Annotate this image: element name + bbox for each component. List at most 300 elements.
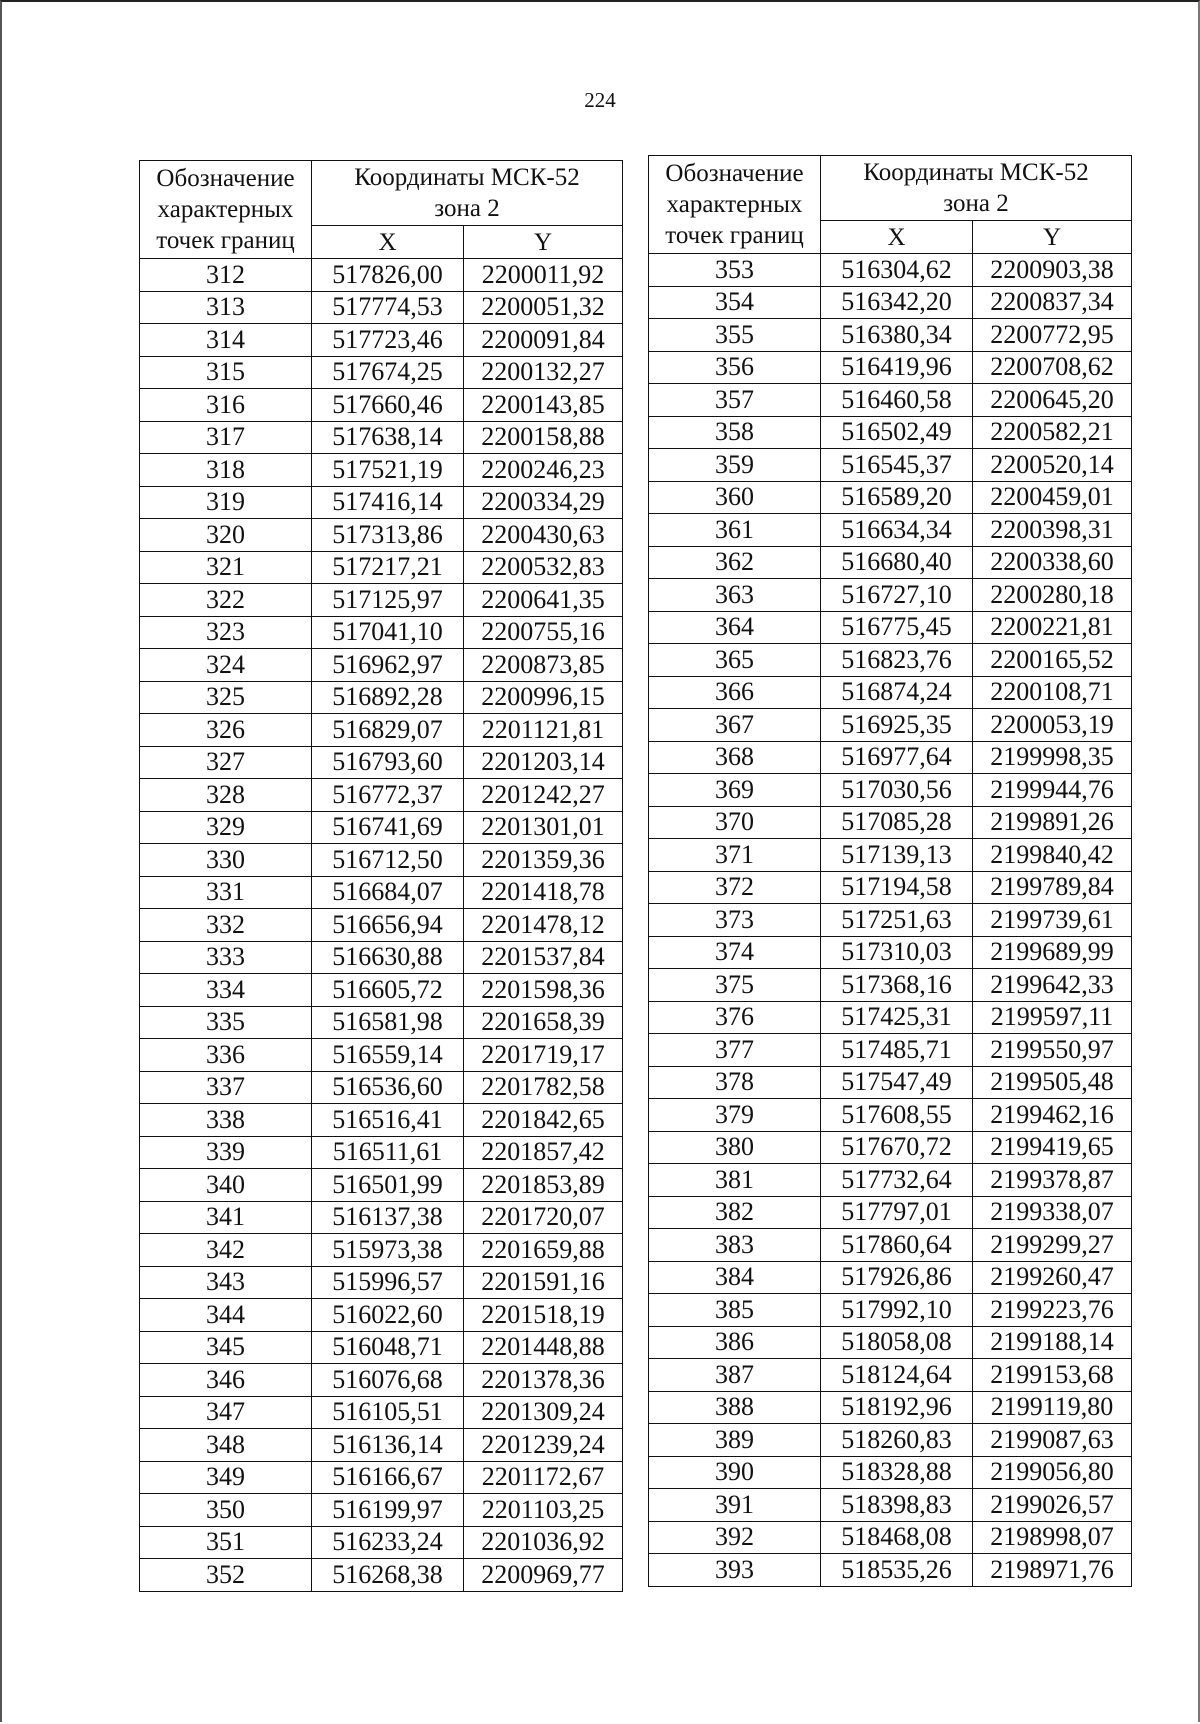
x-coordinate-cell: 518535,26 [821, 1554, 973, 1587]
y-coordinate-cell: 2200873,85 [464, 649, 623, 682]
y-coordinate-cell: 2199378,87 [973, 1164, 1132, 1197]
table-row [140, 1559, 623, 1592]
table-row [649, 1554, 1132, 1587]
point-number-cell: 371 [649, 839, 821, 872]
point-number-cell: 317 [140, 421, 312, 454]
y-coordinate-cell: 2199550,97 [973, 1034, 1132, 1067]
point-number-cell: 357 [649, 384, 821, 417]
x-coordinate-cell: 517774,53 [312, 291, 464, 324]
table-row [140, 1494, 623, 1527]
table-row [140, 1201, 623, 1234]
y-coordinate-cell: 2199789,84 [973, 871, 1132, 904]
point-number-cell: 336 [140, 1039, 312, 1072]
point-number-cell: 324 [140, 649, 312, 682]
x-coordinate-cell: 516137,38 [312, 1201, 464, 1234]
x-coordinate-cell: 517797,01 [821, 1196, 973, 1229]
table-row [649, 514, 1132, 547]
point-number-cell: 318 [140, 454, 312, 487]
x-coordinate-cell: 517310,03 [821, 936, 973, 969]
point-number-cell: 366 [649, 676, 821, 709]
y-coordinate-cell: 2200641,35 [464, 584, 623, 617]
y-coordinate-cell: 2201478,12 [464, 909, 623, 942]
table-row [140, 681, 623, 714]
table-row [649, 611, 1132, 644]
point-number-cell: 350 [140, 1494, 312, 1527]
x-coordinate-cell: 517608,55 [821, 1099, 973, 1132]
y-coordinate-cell: 2200011,92 [464, 259, 623, 292]
y-coordinate-cell: 2201309,24 [464, 1396, 623, 1429]
point-number-cell: 344 [140, 1299, 312, 1332]
y-coordinate-cell: 2200246,23 [464, 454, 623, 487]
table-body-right [649, 254, 1132, 1587]
y-coordinate-cell: 2199223,76 [973, 1294, 1132, 1327]
x-coordinate-cell: 516977,64 [821, 741, 973, 774]
point-number-cell: 385 [649, 1294, 821, 1327]
point-number-cell: 380 [649, 1131, 821, 1164]
y-coordinate-cell: 2200708,62 [973, 351, 1132, 384]
x-coordinate-cell: 516419,96 [821, 351, 973, 384]
table-row [140, 714, 623, 747]
point-number-cell: 373 [649, 904, 821, 937]
header-designation-line: Обозначение [156, 164, 295, 192]
y-coordinate-cell: 2201518,19 [464, 1299, 623, 1332]
x-coordinate-cell: 518328,88 [821, 1456, 973, 1489]
y-coordinate-cell: 2200969,77 [464, 1559, 623, 1592]
x-coordinate-cell: 517030,56 [821, 774, 973, 807]
x-coordinate-cell: 517085,28 [821, 806, 973, 839]
point-number-cell: 333 [140, 941, 312, 974]
y-coordinate-cell: 2201036,92 [464, 1526, 623, 1559]
point-number-cell: 341 [140, 1201, 312, 1234]
point-number-cell: 368 [649, 741, 821, 774]
point-number-cell: 329 [140, 811, 312, 844]
y-coordinate-cell: 2200837,34 [973, 286, 1132, 319]
table-row [140, 1169, 623, 1202]
table-row [649, 416, 1132, 449]
x-coordinate-cell: 516775,45 [821, 611, 973, 644]
point-number-cell: 334 [140, 974, 312, 1007]
header-coordinates-line: Координаты МСК-52 [863, 158, 1089, 186]
y-coordinate-cell: 2199597,11 [973, 1001, 1132, 1034]
x-coordinate-cell: 517638,14 [312, 421, 464, 454]
point-number-cell: 384 [649, 1261, 821, 1294]
point-number-cell: 343 [140, 1266, 312, 1299]
point-number-cell: 378 [649, 1066, 821, 1099]
point-number-cell: 386 [649, 1326, 821, 1359]
x-coordinate-cell: 517521,19 [312, 454, 464, 487]
table-row [140, 291, 623, 324]
x-coordinate-cell: 516516,41 [312, 1104, 464, 1137]
point-number-cell: 377 [649, 1034, 821, 1067]
y-coordinate-cell: 2200996,15 [464, 681, 623, 714]
table-row [140, 811, 623, 844]
table-row [140, 454, 623, 487]
x-coordinate-cell: 517139,13 [821, 839, 973, 872]
table-row [649, 319, 1132, 352]
x-coordinate-cell: 517660,46 [312, 389, 464, 422]
point-number-cell: 347 [140, 1396, 312, 1429]
point-number-cell: 389 [649, 1424, 821, 1457]
y-coordinate-cell: 2200398,31 [973, 514, 1132, 547]
x-coordinate-cell: 518260,83 [821, 1424, 973, 1457]
y-coordinate-cell: 2201239,24 [464, 1429, 623, 1462]
table-row [140, 909, 623, 942]
table-row [649, 1456, 1132, 1489]
y-coordinate-cell: 2200645,20 [973, 384, 1132, 417]
x-coordinate-cell: 516772,37 [312, 779, 464, 812]
header-coordinates [821, 156, 1132, 221]
y-coordinate-cell: 2201103,25 [464, 1494, 623, 1527]
point-number-cell: 388 [649, 1391, 821, 1424]
x-coordinate-cell: 516166,67 [312, 1461, 464, 1494]
table-row [649, 1294, 1132, 1327]
y-coordinate-cell: 2198998,07 [973, 1521, 1132, 1554]
y-coordinate-cell: 2199056,80 [973, 1456, 1132, 1489]
y-coordinate-cell: 2200430,63 [464, 519, 623, 552]
x-coordinate-cell: 517732,64 [821, 1164, 973, 1197]
point-number-cell: 382 [649, 1196, 821, 1229]
x-coordinate-cell: 516630,88 [312, 941, 464, 974]
table-row [649, 1489, 1132, 1522]
header-designation-line: Обозначение [665, 159, 804, 187]
y-coordinate-cell: 2199026,57 [973, 1489, 1132, 1522]
y-coordinate-cell: 2200755,16 [464, 616, 623, 649]
page-number: 224 [584, 88, 616, 112]
y-coordinate-cell: 2200459,01 [973, 481, 1132, 514]
point-number-cell: 352 [140, 1559, 312, 1592]
point-number-cell: 376 [649, 1001, 821, 1034]
y-coordinate-cell: 2200903,38 [973, 254, 1132, 287]
y-coordinate-cell: 2199739,61 [973, 904, 1132, 937]
y-coordinate-cell: 2198971,76 [973, 1554, 1132, 1587]
table-row [649, 969, 1132, 1002]
table-row [140, 941, 623, 974]
point-number-cell: 349 [140, 1461, 312, 1494]
table-row [649, 871, 1132, 904]
table-row [649, 644, 1132, 677]
table-row [140, 551, 623, 584]
y-coordinate-cell: 2201537,84 [464, 941, 623, 974]
x-coordinate-cell: 516304,62 [821, 254, 973, 287]
point-number-cell: 313 [140, 291, 312, 324]
y-coordinate-cell: 2201720,07 [464, 1201, 623, 1234]
point-number-cell: 326 [140, 714, 312, 747]
x-coordinate-cell: 517368,16 [821, 969, 973, 1002]
point-number-cell: 372 [649, 871, 821, 904]
x-coordinate-cell: 515996,57 [312, 1266, 464, 1299]
coordinates-table-right [648, 155, 1132, 1587]
header-y: Y [464, 226, 623, 259]
y-coordinate-cell: 2201591,16 [464, 1266, 623, 1299]
table-row [140, 746, 623, 779]
table-row [649, 1034, 1132, 1067]
table-row [649, 1391, 1132, 1424]
x-coordinate-cell: 516605,72 [312, 974, 464, 1007]
y-coordinate-cell: 2199642,33 [973, 969, 1132, 1002]
x-coordinate-cell: 515973,38 [312, 1234, 464, 1267]
point-number-cell: 361 [649, 514, 821, 547]
table-row [140, 1526, 623, 1559]
table-row [649, 1099, 1132, 1132]
point-number-cell: 340 [140, 1169, 312, 1202]
point-number-cell: 319 [140, 486, 312, 519]
table-row [649, 1001, 1132, 1034]
point-number-cell: 356 [649, 351, 821, 384]
point-number-cell: 332 [140, 909, 312, 942]
y-coordinate-cell: 2200772,95 [973, 319, 1132, 352]
x-coordinate-cell: 516793,60 [312, 746, 464, 779]
x-coordinate-cell: 517041,10 [312, 616, 464, 649]
x-coordinate-cell: 518058,08 [821, 1326, 973, 1359]
x-coordinate-cell: 517425,31 [821, 1001, 973, 1034]
y-coordinate-cell: 2201448,88 [464, 1331, 623, 1364]
point-number-cell: 328 [140, 779, 312, 812]
point-number-cell: 358 [649, 416, 821, 449]
table-row [140, 1266, 623, 1299]
y-coordinate-cell: 2199462,16 [973, 1099, 1132, 1132]
y-coordinate-cell: 2200221,81 [973, 611, 1132, 644]
table-row [649, 709, 1132, 742]
point-number-cell: 339 [140, 1136, 312, 1169]
point-number-cell: 330 [140, 844, 312, 877]
point-number-cell: 335 [140, 1006, 312, 1039]
y-coordinate-cell: 2200280,18 [973, 579, 1132, 612]
point-number-cell: 322 [140, 584, 312, 617]
table-row [649, 384, 1132, 417]
point-number-cell: 315 [140, 356, 312, 389]
x-coordinate-cell: 517313,86 [312, 519, 464, 552]
x-coordinate-cell: 516511,61 [312, 1136, 464, 1169]
y-coordinate-cell: 2201719,17 [464, 1039, 623, 1072]
point-number-cell: 390 [649, 1456, 821, 1489]
header-y: Y [973, 221, 1132, 254]
x-coordinate-cell: 516380,34 [821, 319, 973, 352]
y-coordinate-cell: 2199338,07 [973, 1196, 1132, 1229]
point-number-cell: 370 [649, 806, 821, 839]
table-row [649, 351, 1132, 384]
point-number-cell: 364 [649, 611, 821, 644]
y-coordinate-cell: 2201857,42 [464, 1136, 623, 1169]
point-number-cell: 375 [649, 969, 821, 1002]
y-coordinate-cell: 2201242,27 [464, 779, 623, 812]
x-coordinate-cell: 517547,49 [821, 1066, 973, 1099]
y-coordinate-cell: 2201782,58 [464, 1071, 623, 1104]
y-coordinate-cell: 2199260,47 [973, 1261, 1132, 1294]
x-coordinate-cell: 517485,71 [821, 1034, 973, 1067]
point-number-cell: 312 [140, 259, 312, 292]
point-number-cell: 362 [649, 546, 821, 579]
point-number-cell: 331 [140, 876, 312, 909]
table-row [140, 1006, 623, 1039]
y-coordinate-cell: 2201301,01 [464, 811, 623, 844]
header-designation [649, 156, 821, 254]
y-coordinate-cell: 2201598,36 [464, 974, 623, 1007]
point-number-cell: 345 [140, 1331, 312, 1364]
point-number-cell: 360 [649, 481, 821, 514]
point-number-cell: 353 [649, 254, 821, 287]
x-coordinate-cell: 516581,98 [312, 1006, 464, 1039]
x-coordinate-cell: 516048,71 [312, 1331, 464, 1364]
point-number-cell: 327 [140, 746, 312, 779]
table-row [649, 254, 1132, 287]
point-number-cell: 374 [649, 936, 821, 969]
point-number-cell: 346 [140, 1364, 312, 1397]
y-coordinate-cell: 2200143,85 [464, 389, 623, 422]
point-number-cell: 320 [140, 519, 312, 552]
table-row [140, 974, 623, 1007]
table-row [140, 844, 623, 877]
point-number-cell: 355 [649, 319, 821, 352]
table-row [140, 324, 623, 357]
header-x: X [312, 226, 464, 259]
point-number-cell: 342 [140, 1234, 312, 1267]
table-row [649, 1131, 1132, 1164]
point-number-cell: 363 [649, 579, 821, 612]
x-coordinate-cell: 518468,08 [821, 1521, 973, 1554]
x-coordinate-cell: 516874,24 [821, 676, 973, 709]
point-number-cell: 359 [649, 449, 821, 482]
x-coordinate-cell: 516925,35 [821, 709, 973, 742]
y-coordinate-cell: 2201659,88 [464, 1234, 623, 1267]
point-number-cell: 314 [140, 324, 312, 357]
point-number-cell: 367 [649, 709, 821, 742]
table-row [140, 259, 623, 292]
table-row [649, 1261, 1132, 1294]
table-row [140, 421, 623, 454]
x-coordinate-cell: 517217,21 [312, 551, 464, 584]
table-row [140, 649, 623, 682]
y-coordinate-cell: 2200091,84 [464, 324, 623, 357]
table-row [649, 839, 1132, 872]
x-coordinate-cell: 516823,76 [821, 644, 973, 677]
y-coordinate-cell: 2201658,39 [464, 1006, 623, 1039]
y-coordinate-cell: 2200158,88 [464, 421, 623, 454]
x-coordinate-cell: 517194,58 [821, 871, 973, 904]
x-coordinate-cell: 516634,34 [821, 514, 973, 547]
header-coordinates-line: зона 2 [434, 195, 500, 222]
x-coordinate-cell: 516022,60 [312, 1299, 464, 1332]
table-row [140, 1136, 623, 1169]
header-designation-line: точек границ [665, 222, 804, 250]
y-coordinate-cell: 2200132,27 [464, 356, 623, 389]
header-x: X [821, 221, 973, 254]
table-row [649, 546, 1132, 579]
table-row [649, 1196, 1132, 1229]
header-designation [140, 161, 312, 259]
table-row [649, 286, 1132, 319]
x-coordinate-cell: 517926,86 [821, 1261, 973, 1294]
y-coordinate-cell: 2200582,21 [973, 416, 1132, 449]
table-body-left [140, 259, 623, 1592]
x-coordinate-cell: 517723,46 [312, 324, 464, 357]
point-number-cell: 391 [649, 1489, 821, 1522]
point-number-cell: 392 [649, 1521, 821, 1554]
table-row [140, 1234, 623, 1267]
table-row [140, 356, 623, 389]
y-coordinate-cell: 2200338,60 [973, 546, 1132, 579]
x-coordinate-cell: 518124,64 [821, 1359, 973, 1392]
y-coordinate-cell: 2199087,63 [973, 1424, 1132, 1457]
header-coordinates [312, 161, 623, 226]
point-number-cell: 316 [140, 389, 312, 422]
x-coordinate-cell: 518192,96 [821, 1391, 973, 1424]
table-row [140, 1429, 623, 1462]
y-coordinate-cell: 2199840,42 [973, 839, 1132, 872]
table-row [140, 1071, 623, 1104]
y-coordinate-cell: 2199188,14 [973, 1326, 1132, 1359]
y-coordinate-cell: 2199153,68 [973, 1359, 1132, 1392]
y-coordinate-cell: 2200108,71 [973, 676, 1132, 709]
x-coordinate-cell: 517670,72 [821, 1131, 973, 1164]
table-row [140, 486, 623, 519]
header-designation-line: характерных [666, 190, 803, 218]
x-coordinate-cell: 516233,24 [312, 1526, 464, 1559]
table-row [649, 936, 1132, 969]
table-row [649, 904, 1132, 937]
x-coordinate-cell: 516076,68 [312, 1364, 464, 1397]
x-coordinate-cell: 516559,14 [312, 1039, 464, 1072]
coordinates-table-left [139, 160, 623, 1592]
table-row [649, 1359, 1132, 1392]
y-coordinate-cell: 2201853,89 [464, 1169, 623, 1202]
y-coordinate-cell: 2201203,14 [464, 746, 623, 779]
y-coordinate-cell: 2199689,99 [973, 936, 1132, 969]
x-coordinate-cell: 517416,14 [312, 486, 464, 519]
header-coordinates-line: зона 2 [943, 190, 1009, 217]
table-row [140, 876, 623, 909]
x-coordinate-cell: 516342,20 [821, 286, 973, 319]
y-coordinate-cell: 2201172,67 [464, 1461, 623, 1494]
header-designation-line: характерных [157, 195, 294, 223]
y-coordinate-cell: 2199419,65 [973, 1131, 1132, 1164]
point-number-cell: 369 [649, 774, 821, 807]
table-row [649, 741, 1132, 774]
table-row [649, 1326, 1132, 1359]
x-coordinate-cell: 516268,38 [312, 1559, 464, 1592]
x-coordinate-cell: 516199,97 [312, 1494, 464, 1527]
table-row [649, 676, 1132, 709]
table-row [140, 1461, 623, 1494]
x-coordinate-cell: 516741,69 [312, 811, 464, 844]
table-row [140, 1331, 623, 1364]
table-row [649, 1521, 1132, 1554]
x-coordinate-cell: 516829,07 [312, 714, 464, 747]
x-coordinate-cell: 516680,40 [821, 546, 973, 579]
x-coordinate-cell: 516684,07 [312, 876, 464, 909]
y-coordinate-cell: 2199998,35 [973, 741, 1132, 774]
point-number-cell: 337 [140, 1071, 312, 1104]
table-row [140, 584, 623, 617]
table-row [140, 389, 623, 422]
x-coordinate-cell: 517860,64 [821, 1229, 973, 1262]
header-designation-line: точек границ [156, 227, 295, 255]
y-coordinate-cell: 2199891,26 [973, 806, 1132, 839]
point-number-cell: 387 [649, 1359, 821, 1392]
point-number-cell: 348 [140, 1429, 312, 1462]
table-row [140, 1299, 623, 1332]
x-coordinate-cell: 516589,20 [821, 481, 973, 514]
y-coordinate-cell: 2199119,80 [973, 1391, 1132, 1424]
point-number-cell: 321 [140, 551, 312, 584]
y-coordinate-cell: 2200334,29 [464, 486, 623, 519]
x-coordinate-cell: 516712,50 [312, 844, 464, 877]
table-row [649, 449, 1132, 482]
table-row [140, 519, 623, 552]
point-number-cell: 365 [649, 644, 821, 677]
y-coordinate-cell: 2201359,36 [464, 844, 623, 877]
y-coordinate-cell: 2199505,48 [973, 1066, 1132, 1099]
table-row [140, 1039, 623, 1072]
